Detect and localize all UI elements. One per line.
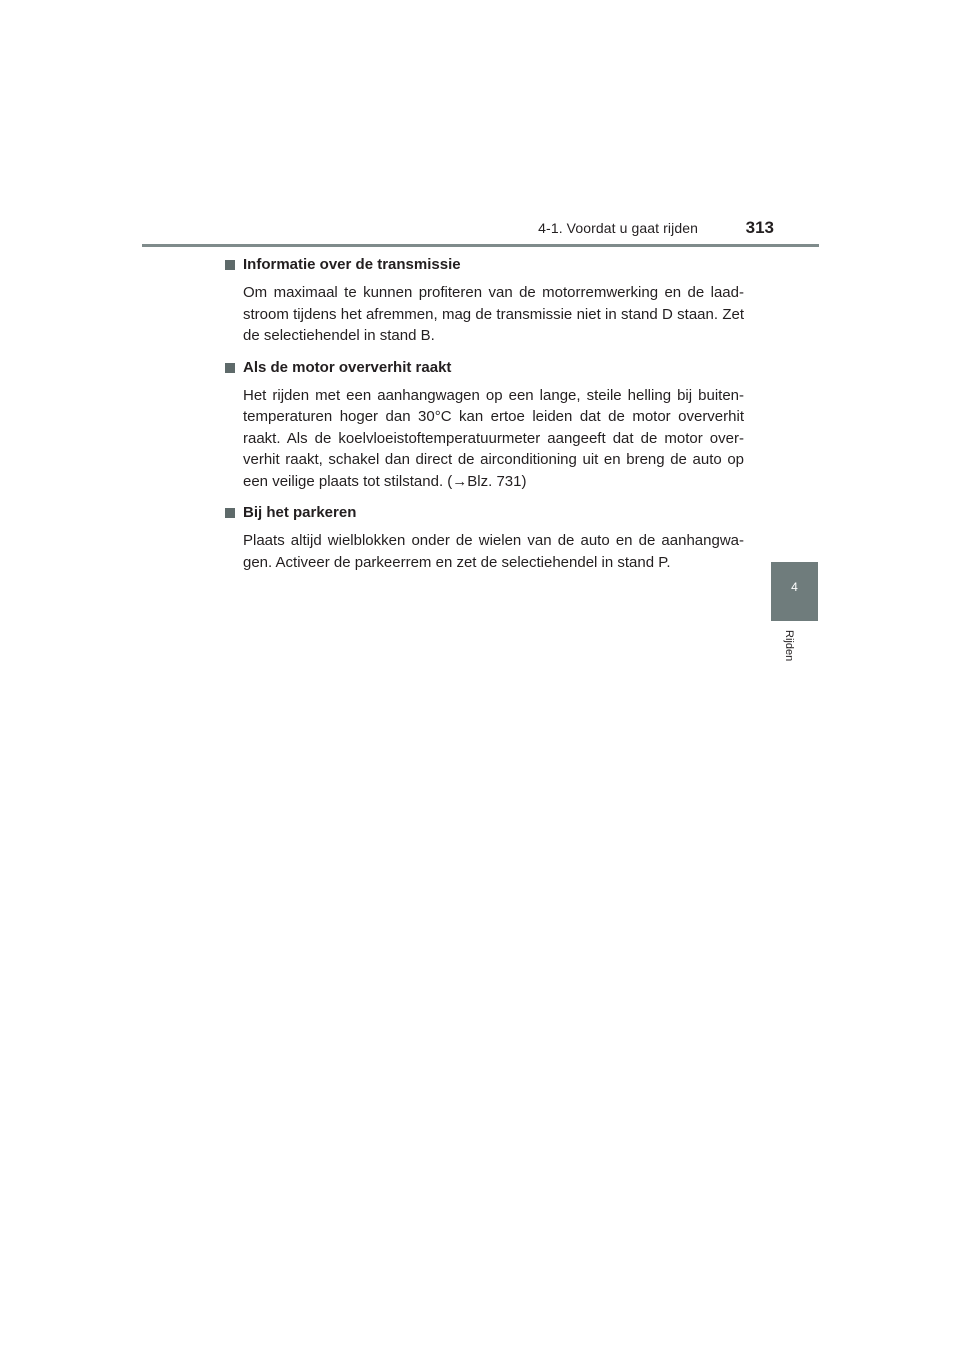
section-heading-text: Als de motor oververhit raakt [243,358,452,376]
section-heading [222,502,744,524]
chapter-label [783,630,805,680]
page-number: 313 [745,218,774,237]
page-header [142,218,818,246]
chapter-label-text: Rijden [783,630,795,662]
section-body: Het rijden met een aanhangwagen op een lange, steile helling bij buiten-temperaturen hoger dan 30°C kan ertoe leiden dat de motor oververhit raakt. Als de koelvloeistoftemperatuurmeter aangeeft dat de motor over-verhit raakt, schakel dan direct de airconditioning uit en breng de auto op een veilige plaats tot stilstand. (→Blz. 731) [243,386,744,490]
chapter-number: 4 [791,580,798,594]
header-divider [142,244,819,247]
header-section-title: 4-1. Voordat u gaat rijden [538,220,698,236]
section-body: Plaats altijd wielblokken onder de wielen van de auto en de aanhangwa-gen. Activeer de parkeerrem en zet de selectiehendel in stand P. [243,532,744,571]
section-overheating [222,357,744,493]
bullet-square-icon [225,508,235,518]
section-heading [222,357,744,379]
section-heading [222,254,744,276]
section-transmission [222,254,744,347]
section-heading-text: Informatie over de transmissie [243,256,461,273]
section-body: Om maximaal te kunnen profiteren van de motorremwerking en de laad-stroom tijdens het afremmen, mag de transmissie niet in stand D staan. Zet de selectiehendel in stand B. [243,284,744,344]
chapter-tab [771,562,818,621]
page-content [222,254,744,583]
bullet-square-icon [225,260,235,270]
section-parking [222,502,744,573]
section-heading-text: Bij het parkeren [243,504,357,521]
bullet-square-icon [225,363,235,373]
